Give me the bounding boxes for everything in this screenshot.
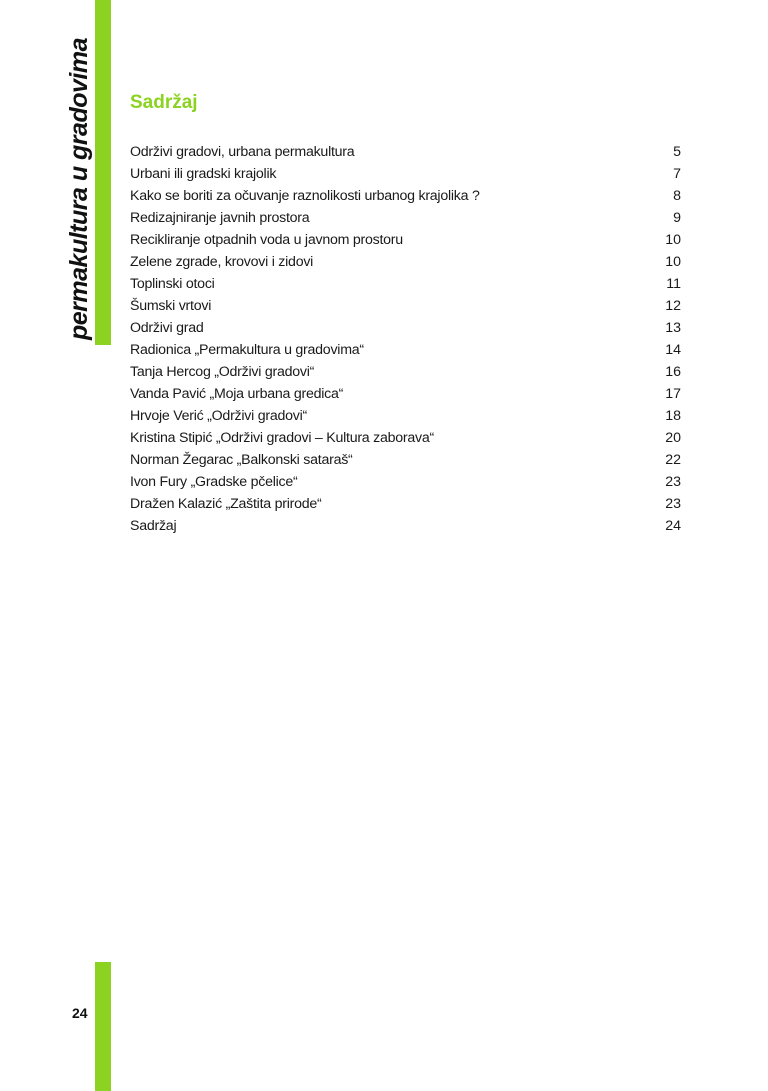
- toc-entry[interactable]: [130, 427, 681, 449]
- toc-entry-page: 17: [665, 386, 681, 402]
- toc-entry[interactable]: [130, 273, 681, 295]
- toc-entry[interactable]: [130, 295, 681, 317]
- toc-entry-title: Redizajniranje javnih prostora: [130, 210, 310, 226]
- toc-entry[interactable]: [130, 317, 681, 339]
- toc-entry-page: 8: [673, 188, 681, 204]
- accent-bar-top: [95, 0, 111, 345]
- toc-entry[interactable]: [130, 163, 681, 185]
- toc-entry[interactable]: [130, 229, 681, 251]
- toc-entry-title: Toplinski otoci: [130, 276, 215, 292]
- toc-entry-title: Norman Žegarac „Balkonski sataraš“: [130, 452, 353, 468]
- toc-entry-title: Tanja Hercog „Održivi gradovi“: [130, 364, 315, 380]
- toc-entry-page: 7: [673, 166, 681, 182]
- toc-entry[interactable]: [130, 471, 681, 493]
- page-number: 24: [72, 1005, 88, 1021]
- toc-entry-page: 10: [665, 254, 681, 270]
- toc-entry[interactable]: [130, 141, 681, 163]
- toc-entry-page: 11: [666, 276, 681, 292]
- toc-entry-page: 10: [665, 232, 681, 248]
- toc-entry-title: Zelene zgrade, krovovi i zidovi: [130, 254, 314, 270]
- toc-entry-title: Održivi gradovi, urbana permakultura: [130, 144, 355, 160]
- toc-entry[interactable]: [130, 361, 681, 383]
- toc-entry-title: Šumski vrtovi: [130, 298, 212, 314]
- toc-entry-title: Urbani ili gradski krajolik: [130, 166, 277, 182]
- toc-entry[interactable]: [130, 383, 681, 405]
- toc-entry-page: 9: [673, 210, 681, 226]
- toc-entry-page: 18: [665, 408, 681, 424]
- toc-entry-title: Dražen Kalazić „Zaštita prirode“: [130, 496, 322, 512]
- toc-entry-page: 20: [665, 430, 681, 446]
- toc-entry-title: Radionica „Permakultura u gradovima“: [130, 342, 364, 358]
- toc-entry-title: Ivon Fury „Gradske pčelice“: [130, 474, 298, 490]
- toc-entry[interactable]: [130, 185, 681, 207]
- table-of-contents: [130, 141, 681, 537]
- toc-entry[interactable]: [130, 207, 681, 229]
- toc-entry-title: Vanda Pavić „Moja urbana gredica“: [130, 386, 344, 402]
- toc-entry[interactable]: [130, 405, 681, 427]
- toc-entry-title: Kristina Stipić „Održivi gradovi – Kultura zaborava“: [130, 430, 434, 446]
- toc-entry-page: 24: [665, 518, 681, 534]
- toc-entry-title: Hrvoje Verić „Održivi gradovi“: [130, 408, 307, 424]
- toc-entry-page: 5: [673, 144, 681, 160]
- toc-entry-title: Održivi grad: [130, 320, 204, 336]
- toc-entry-title: Recikliranje otpadnih voda u javnom prostoru: [130, 232, 403, 248]
- toc-entry-page: 23: [665, 496, 681, 512]
- toc-heading: Sadržaj: [130, 92, 198, 113]
- accent-bar-bottom: [95, 962, 111, 1091]
- toc-entry[interactable]: [130, 251, 681, 273]
- toc-entry[interactable]: [130, 493, 681, 515]
- toc-entry[interactable]: [130, 449, 681, 471]
- toc-entry-page: 14: [665, 342, 681, 358]
- toc-entry-title: Kako se boriti za očuvanje raznolikosti urbanog krajolika ?: [130, 188, 480, 204]
- toc-entry-title: Sadržaj: [130, 518, 177, 534]
- toc-entry-page: 16: [665, 364, 681, 380]
- toc-entry[interactable]: [130, 515, 681, 537]
- toc-entry-page: 12: [665, 298, 681, 314]
- toc-entry[interactable]: [130, 339, 681, 361]
- toc-entry-page: 13: [665, 320, 681, 336]
- toc-entry-page: 23: [665, 474, 681, 490]
- running-title: permakultura u gradovima: [65, 38, 93, 340]
- toc-entry-page: 22: [665, 452, 681, 468]
